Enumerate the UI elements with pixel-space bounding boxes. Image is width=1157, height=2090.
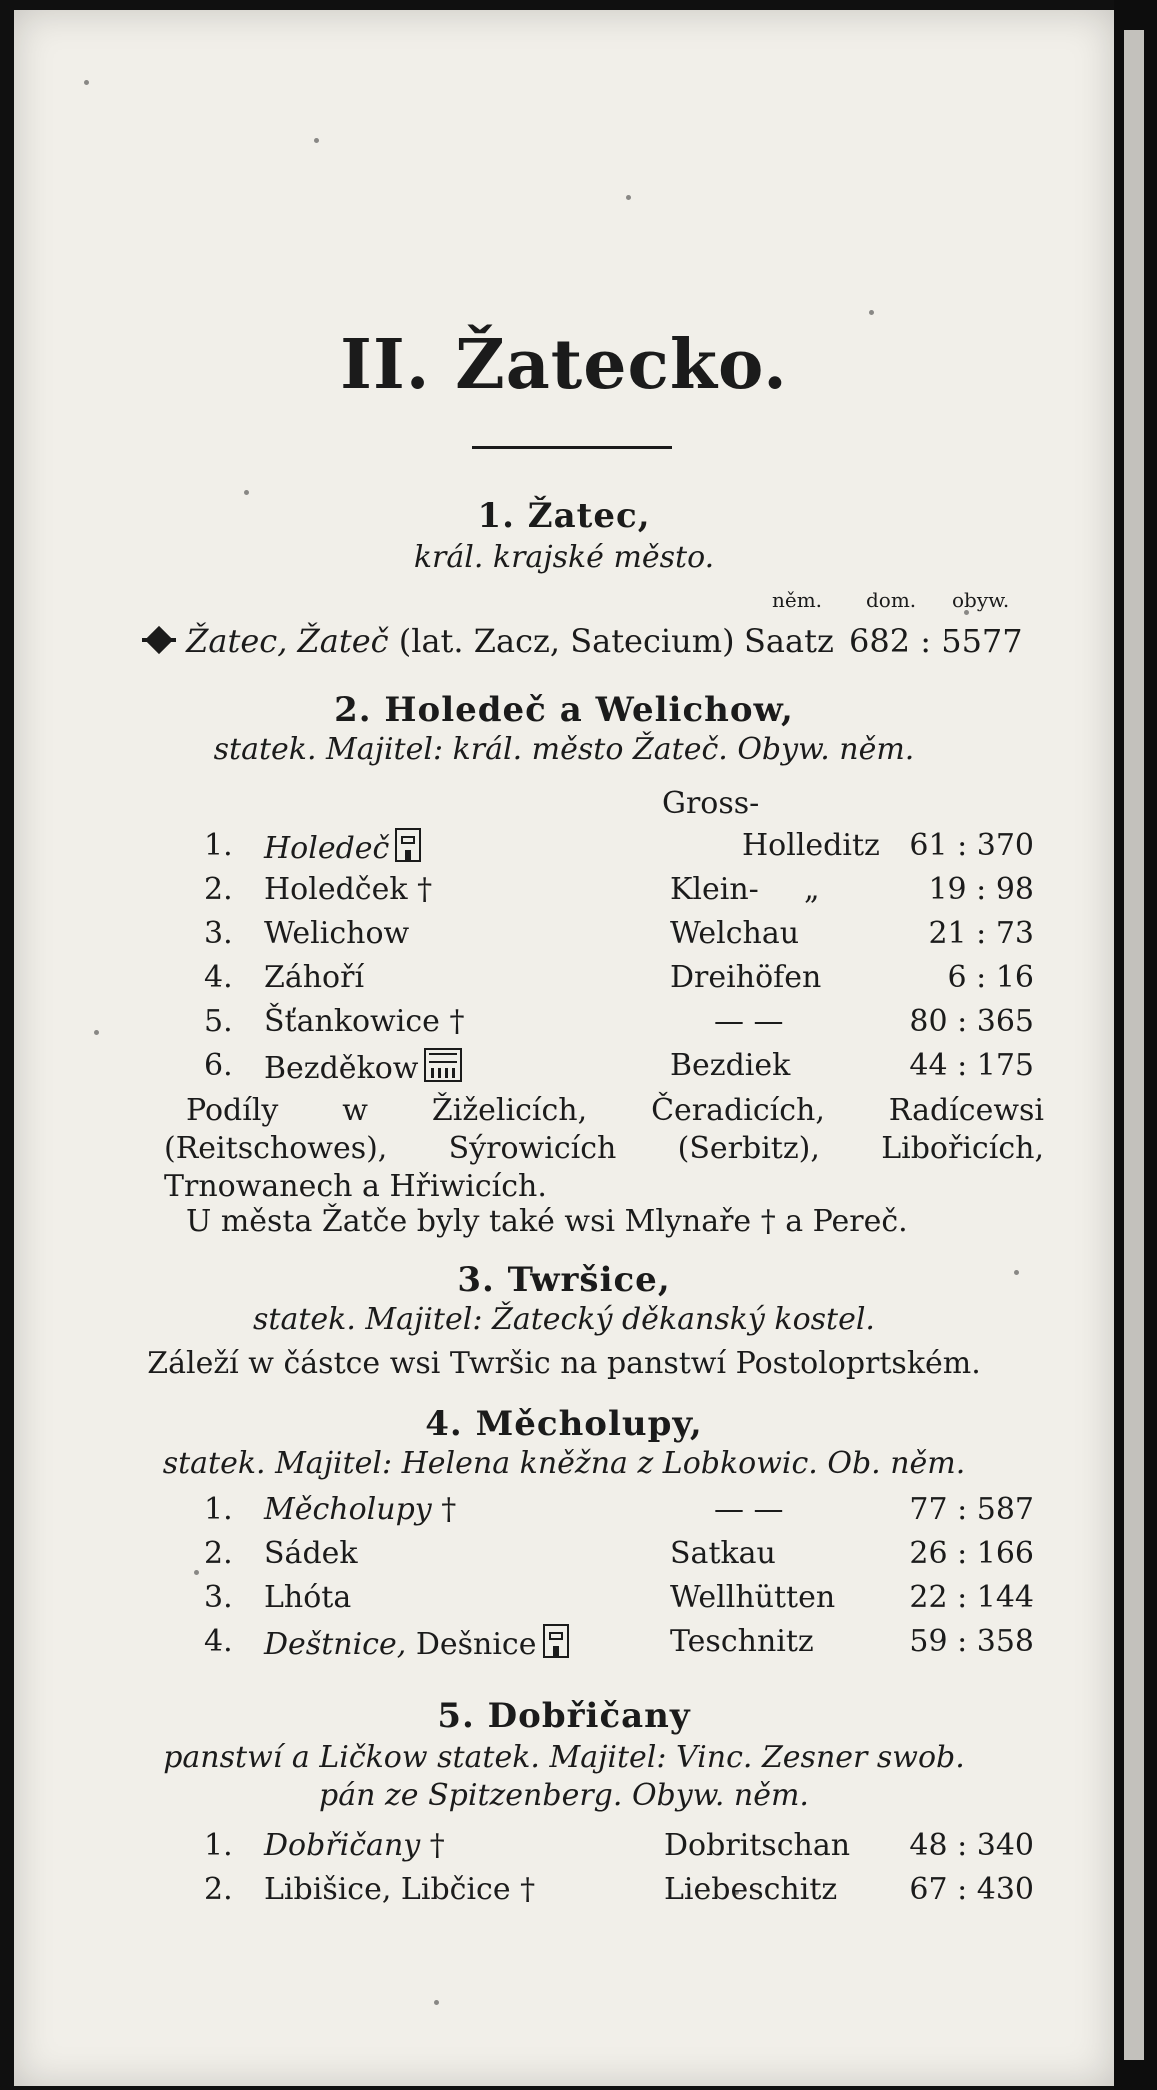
place-name: Holedček [264,872,408,907]
speck [626,195,631,200]
section-heading: 5. Dobřičany [437,1696,691,1736]
title-rule [472,446,672,449]
row-number: 1. [204,1492,233,1527]
row-german: Welchau [670,916,800,951]
cross-icon: † [449,1004,465,1039]
place-name: Holedeč [264,831,390,866]
row-german: — — [714,1004,784,1039]
row-number: 2. [204,872,233,907]
row-name [264,1004,464,1039]
row-name [264,1048,462,1086]
entry-german: Saatz [744,622,834,660]
row-number: 1. [204,1828,233,1863]
row-german: Klein- [670,872,759,907]
row-number: 1. [204,828,233,863]
row-german: Liebeschitz [664,1872,838,1907]
section-subheading: statek. Majitel: král. město Žateč. Obyw. něm. [213,732,915,767]
section-subheading: král. krajské město. [413,540,715,575]
entry-counts: 682 : 5577 [849,622,1023,660]
col-head-obyw: obyw. [952,588,1010,612]
fleuron-icon [142,623,176,657]
section-heading: 3. Twršice, [457,1260,671,1300]
castle-icon [395,828,421,862]
brewery-icon [424,1048,462,1082]
row-number: 4. [204,1624,233,1659]
note-paragraph: U města Žatče byly také wsi Mlynaře † a Pereč. [186,1204,908,1239]
row-number: 4. [204,960,233,995]
speck [94,1030,99,1035]
ditto-mark: „ [804,872,820,907]
section-subheading: pán ze Spitzenberg. Obyw. něm. [319,1778,809,1813]
place-name: Deštnice, [264,1627,407,1662]
row-name [264,828,421,866]
section-subheading: panstwí a Ličkow statek. Majitel: Vinc. Zesner swob. [163,1740,965,1775]
row-german: Dobritschan [664,1828,851,1863]
row-counts: 22 : 144 [909,1580,1034,1615]
row-german: — — [714,1492,784,1527]
castle-icon [543,1624,569,1658]
section-heading: 2. Holedeč a Welichow, [334,690,794,730]
chapter-title: II. Žatecko. [340,325,788,405]
row-number: 2. [204,1872,233,1907]
place-name: Šťankowice [264,1004,440,1039]
row-counts: 44 : 175 [909,1048,1034,1083]
entry-latin: (lat. Zacz, Satecium) [398,622,735,660]
row-german: Satkau [670,1536,776,1571]
row-name [264,1872,535,1907]
place-name: Bezděkow [264,1051,419,1086]
speck [244,490,249,495]
row-name [264,1492,456,1527]
cross-icon: † [429,1828,445,1863]
prefix-word: Gross- [662,786,760,821]
row-counts: 61 : 370 [909,828,1034,863]
cross-icon: † [417,872,433,907]
row-name [264,1828,445,1863]
row-name: Záhoří [264,960,365,995]
row-german: Teschnitz [670,1624,814,1659]
row-counts: 77 : 587 [909,1492,1034,1527]
entry-zatec [142,622,735,660]
row-name [264,1624,569,1662]
row-counts: 6 : 16 [947,960,1034,995]
row-name [264,872,432,907]
speck [869,310,874,315]
row-number: 3. [204,916,233,951]
row-counts: 67 : 430 [909,1872,1034,1907]
row-counts: 48 : 340 [909,1828,1034,1863]
row-german: Wellhütten [670,1580,836,1615]
row-name: Welichow [264,916,410,951]
row-number: 6. [204,1048,233,1083]
row-german: Holleditz [742,828,880,863]
row-counts: 21 : 73 [928,916,1034,951]
row-name: Sádek [264,1536,358,1571]
place-name-alt: Dešnice [415,1627,537,1662]
speck [314,138,319,143]
row-counts: 80 : 365 [909,1004,1034,1039]
row-counts: 19 : 98 [928,872,1034,907]
row-number: 5. [204,1004,233,1039]
row-name: Lhóta [264,1580,352,1615]
speck [434,2000,439,2005]
row-number: 2. [204,1536,233,1571]
row-german: Dreihöfen [670,960,822,995]
row-number: 3. [204,1580,233,1615]
note-paragraph: Záleží w částce wsi Twršic na panstwí Postoloprtském. [147,1346,981,1381]
place-name: Dobřičany [264,1828,421,1863]
section-heading: 4. Měcholupy, [425,1404,703,1444]
book-page [14,10,1114,2086]
section-subheading: statek. Majitel: Žatecký děkanský kostel. [253,1302,875,1337]
speck [84,80,89,85]
place-name: Měcholupy [264,1492,432,1527]
cross-icon: † [520,1872,536,1907]
cross-icon: † [441,1492,457,1527]
section-subheading: statek. Majitel: Helena kněžna z Lobkowic. Ob. něm. [162,1446,966,1481]
entry-name: Žatec, Žateč [186,622,389,660]
place-name: Libišice, Libčice [264,1872,511,1907]
col-head-dom: dom. [866,588,917,612]
note-paragraph: Podíly w Žiželicích, Čeradicích, Radícewsi (Reitschowes), Sýrowicích (Serbitz), Libořicích, Trnowanech a Hřiwicích. [164,1093,1044,1204]
col-head-nem: něm. [772,588,823,612]
row-counts: 26 : 166 [909,1536,1034,1571]
section-heading: 1. Žatec, [477,496,651,536]
speck [194,1570,199,1575]
book-spine [1114,0,1157,2090]
row-german: Bezdiek [670,1048,791,1083]
row-counts: 59 : 358 [909,1624,1034,1659]
